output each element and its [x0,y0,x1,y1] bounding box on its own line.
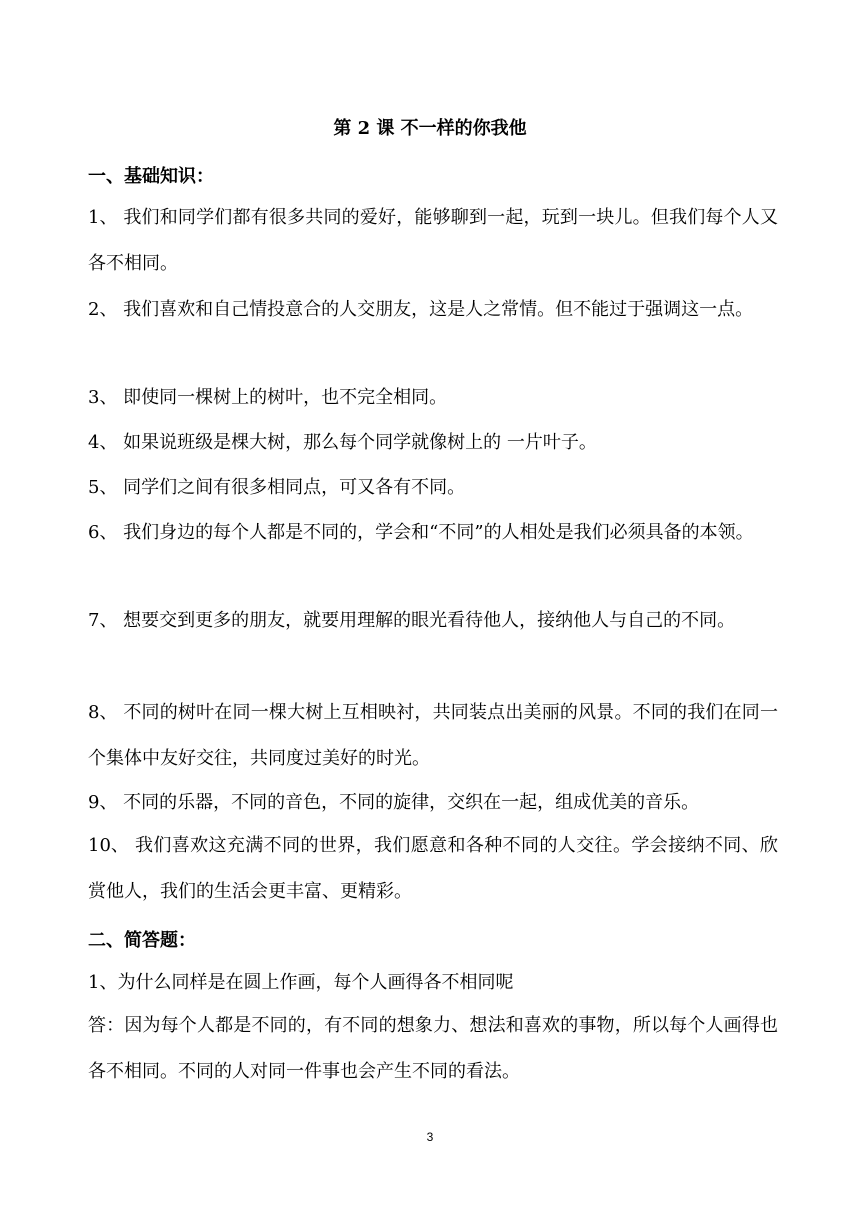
section-heading-basic-knowledge: 一、基础知识： [88,166,214,187]
list-item [88,598,778,644]
list-item [88,287,778,333]
item-number: 8、 [88,702,118,723]
item-number: 10、 [88,835,129,856]
list-item [88,510,778,556]
item-text: 同学们之间有很多相同点，可又各有不同。 [117,477,466,498]
list-item [88,375,778,421]
section-heading-short-answer: 二、简答题： [88,930,196,951]
item-text: 我们身边的每个人都是不同的，学会和“不同”的人相处是我们必须具备的本领。 [117,522,754,543]
list-item [88,465,778,511]
item-number: 3、 [88,387,118,408]
item-number: 1、 [88,207,118,228]
item-text: 想要交到更多的朋友，就要用理解的眼光看待他人，接纳他人与自己的不同。 [117,610,736,631]
list-item [88,195,778,287]
list-item [88,420,778,466]
list-item [88,690,778,782]
item-text: 不同的乐器，不同的音色，不同的旋律，交织在一起，组成优美的音乐。 [117,792,700,813]
lesson-title: 第 2 课 不一样的你我他 [333,118,527,139]
answer-text: 答：因为每个人都是不同的，有不同的想象力、想法和喜欢的事物，所以每个人画得也各不相同。不同的人对同一件事也会产生不同的看法。 [88,1015,778,1082]
item-number: 7、 [88,610,118,631]
item-number: 5、 [88,477,118,498]
page-number: 3 [426,1130,434,1144]
list-item [88,780,778,826]
question-text: 1、为什么同样是在圆上作画，每个人画得各不相同呢 [88,972,514,993]
item-number: 2、 [88,299,118,320]
item-number: 4、 [88,432,118,453]
item-text: 如果说班级是棵大树，那么每个同学就像树上的 一片叶子。 [117,432,597,453]
item-text: 我们喜欢和自己情投意合的人交朋友，这是人之常情。但不能过于强调这一点。 [117,299,754,320]
item-text: 我们喜欢这充满不同的世界，我们愿意和各种不同的人交往。学会接纳不同、欣赏他人，我们的生活会更丰富、更精彩。 [88,835,778,902]
item-text: 不同的树叶在同一棵大树上互相映衬，共同装点出美丽的风景。不同的我们在同一个集体中友好交往，共同度过美好的时光。 [88,702,778,769]
item-text: 即使同一棵树上的树叶，也不完全相同。 [117,387,448,408]
item-text: 我们和同学们都有很多共同的爱好，能够聊到一起，玩到一块儿。但我们每个人又各不相同。 [88,207,778,274]
list-item [88,823,778,915]
item-number: 9、 [88,792,118,813]
item-number: 6、 [88,522,118,543]
